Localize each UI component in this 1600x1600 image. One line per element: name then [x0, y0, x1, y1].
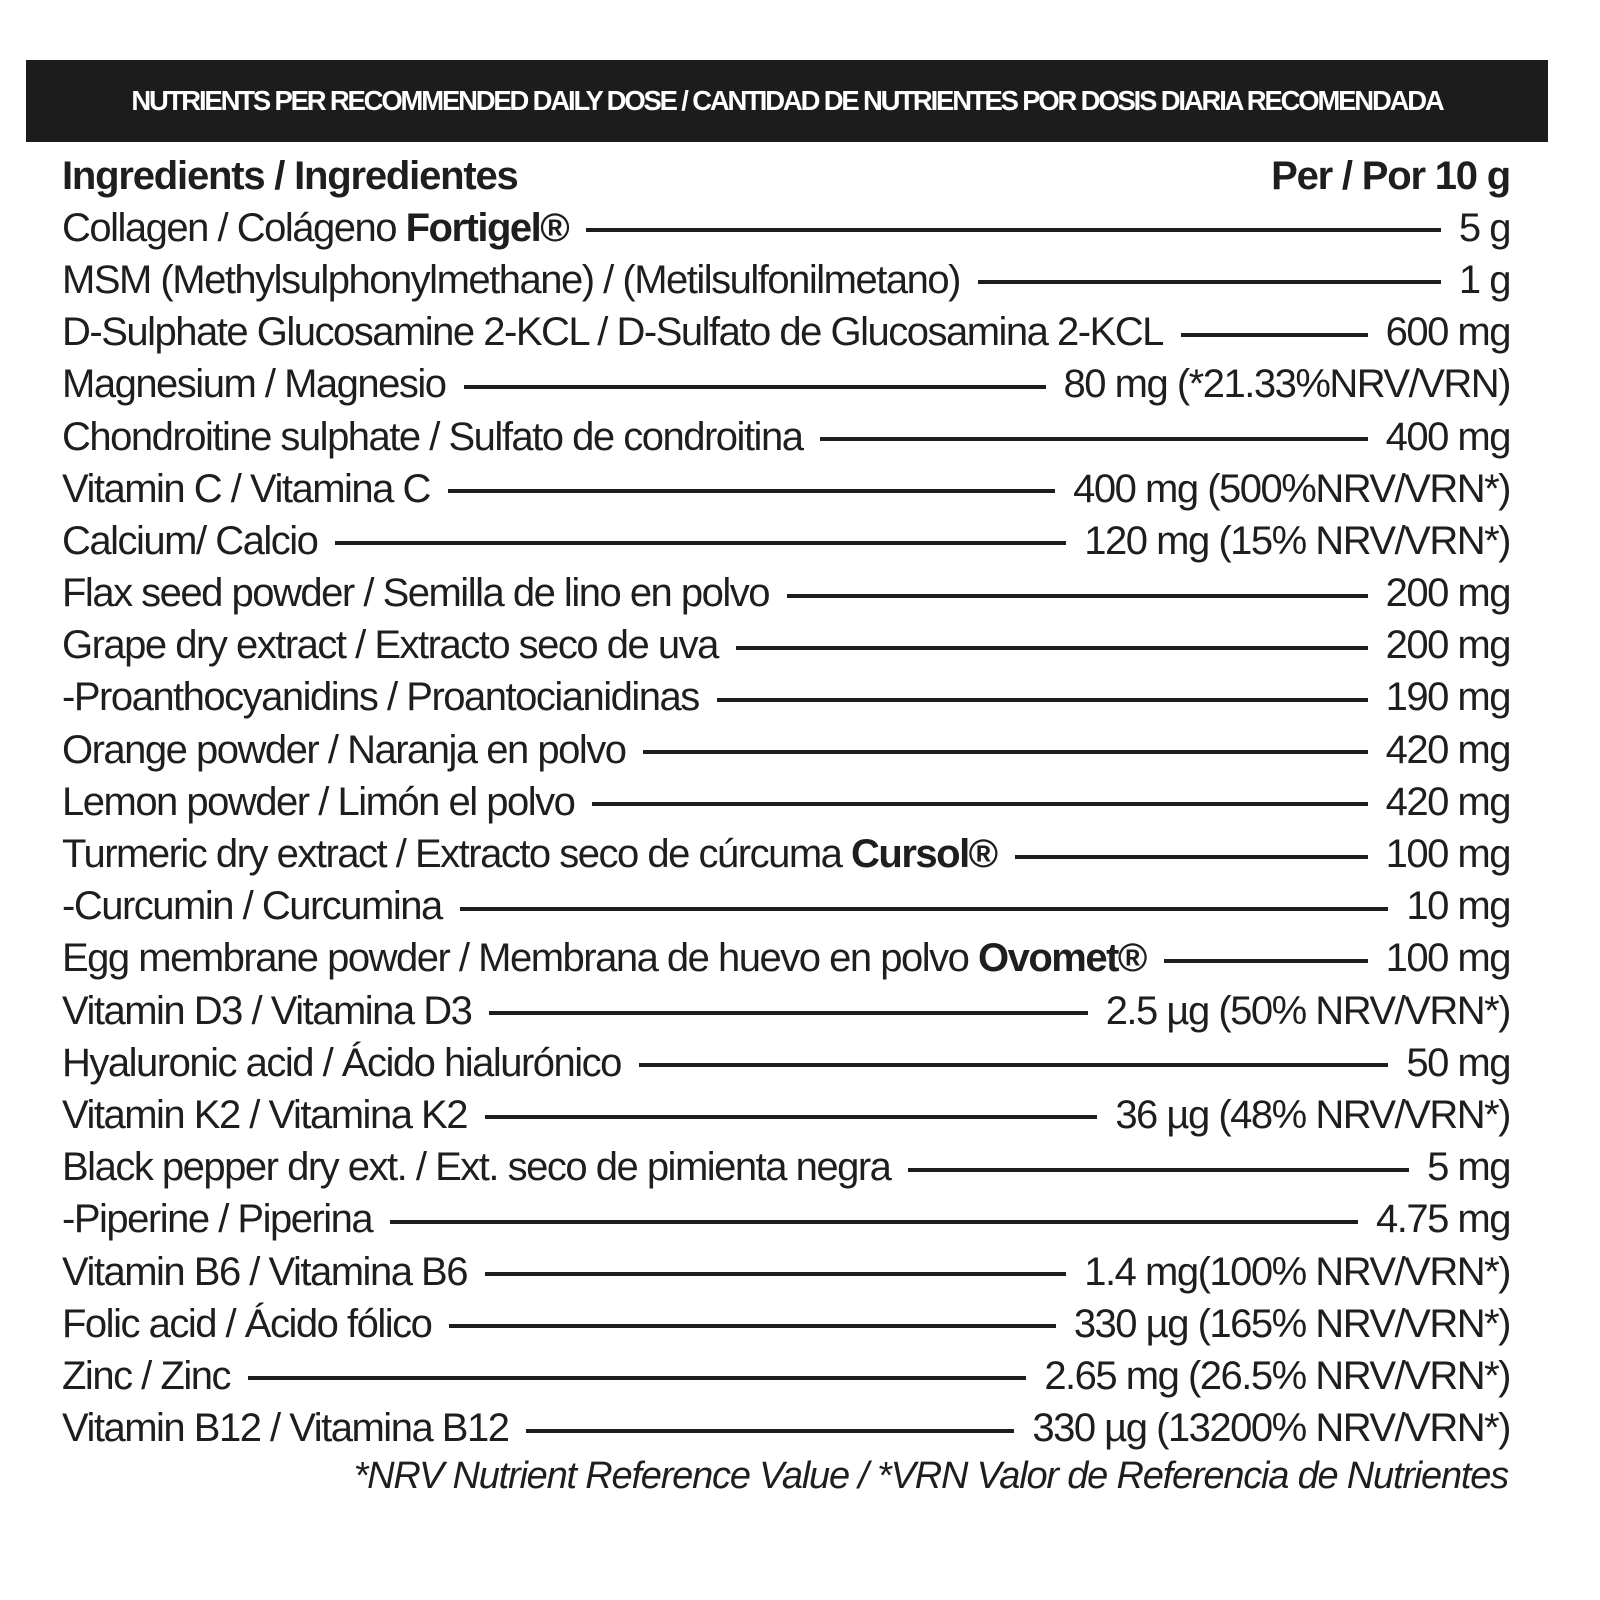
ingredient-name [62, 675, 699, 720]
leader-line [1181, 333, 1368, 337]
table-row [62, 568, 1510, 620]
leader-line [586, 228, 1441, 232]
ingredient-label: Black pepper dry ext. / Ext. seco de pimienta negra [62, 1145, 891, 1190]
ingredient-label: Magnesium / Magnesio [62, 362, 446, 407]
table-row [62, 828, 1510, 880]
ingredient-name [62, 832, 997, 877]
table-row [62, 254, 1510, 306]
table-row [62, 933, 1510, 985]
ingredient-name [62, 936, 1146, 981]
ingredient-amount: 330 µg (13200% NRV/VRN*) [1032, 1406, 1510, 1451]
ingredient-label: Vitamin D3 / Vitamina D3 [62, 988, 472, 1033]
ingredient-amount: 100 mg [1385, 936, 1510, 981]
leader-line [717, 698, 1368, 702]
brand-name: Fortigel® [405, 205, 569, 250]
ingredient-amount: 190 mg [1385, 675, 1510, 720]
leader-line [908, 1168, 1409, 1172]
ingredient-amount: 5 mg [1427, 1145, 1510, 1190]
ingredient-label: Zinc / Zinc [62, 1353, 230, 1398]
ingredient-amount: 2.5 µg (50% NRV/VRN*) [1105, 988, 1510, 1033]
ingredient-name [62, 780, 574, 825]
ingredient-name [62, 1250, 467, 1295]
ingredient-amount: 400 mg [1385, 414, 1510, 459]
ingredient-name [62, 989, 471, 1034]
ingredient-label: Turmeric dry extract / Extracto seco de cúrcuma [62, 832, 851, 877]
table-row [62, 202, 1510, 254]
ingredient-name [62, 1354, 230, 1399]
leader-line [1164, 959, 1368, 963]
ingredient-label: Hyaluronic acid / Ácido hialurónico [62, 1040, 621, 1085]
table-row [62, 1194, 1510, 1246]
leader-line [449, 1324, 1055, 1328]
nutrient-table [62, 150, 1510, 1455]
ingredient-name [62, 206, 568, 251]
ingredient-name [62, 1041, 621, 1086]
ingredient-label: MSM (Methylsulphonylmethane) / (Metilsulfonilmetano) [62, 257, 960, 302]
leader-line [1015, 855, 1368, 859]
ingredient-name [62, 415, 802, 460]
leader-line [978, 280, 1441, 284]
ingredient-label: Flax seed powder / Semilla de lino en polvo [62, 571, 770, 616]
ingredient-name [62, 258, 960, 303]
ingredient-label: Folic acid / Ácido fólico [62, 1301, 432, 1346]
ingredient-amount: 50 mg [1406, 1040, 1510, 1085]
ingredient-amount: 200 mg [1385, 571, 1510, 616]
table-row [62, 776, 1510, 828]
leader-line [485, 1272, 1066, 1276]
table-row [62, 881, 1510, 933]
leader-line [448, 489, 1055, 493]
table-row [62, 1350, 1510, 1402]
footnote: *NRV Nutrient Reference Value / *VRN Valor de Referencia de Nutrientes [353, 1455, 1508, 1497]
table-header-row [62, 150, 1510, 202]
amount-column-header: Per / Por 10 g [1271, 153, 1510, 198]
ingredient-amount: 80 mg (*21.33%NRV/VRN) [1063, 362, 1510, 407]
ingredient-name [62, 310, 1163, 355]
table-row [62, 672, 1510, 724]
ingredient-name [62, 1145, 890, 1190]
ingredient-name [62, 571, 769, 616]
ingredient-label: Calcium/ Calcio [62, 518, 318, 563]
table-row [62, 1298, 1510, 1350]
ingredient-name [62, 1406, 508, 1451]
leader-line [639, 1063, 1388, 1067]
ingredient-name [62, 467, 430, 512]
leader-line [787, 594, 1368, 598]
ingredient-amount: 420 mg [1385, 779, 1510, 824]
ingredient-name [62, 728, 625, 773]
ingredient-name [62, 623, 718, 668]
table-row [62, 1246, 1510, 1298]
ingredient-amount: 420 mg [1385, 727, 1510, 772]
ingredient-label: Vitamin C / Vitamina C [62, 466, 430, 511]
leader-line [485, 1115, 1097, 1119]
brand-name: Ovomet® [977, 936, 1146, 981]
table-row [62, 1142, 1510, 1194]
table-row [62, 1403, 1510, 1455]
table-row [62, 620, 1510, 672]
ingredient-label: Egg membrane powder / Membrana de huevo en polvo [62, 936, 978, 981]
ingredient-amount: 1 g [1458, 257, 1510, 302]
ingredient-amount: 1.4 mg(100% NRV/VRN*) [1084, 1249, 1510, 1294]
ingredient-amount: 10 mg [1406, 884, 1510, 929]
leader-line [820, 437, 1367, 441]
ingredient-label: Chondroitine sulphate / Sulfato de condroitina [62, 414, 803, 459]
ingredient-amount: 100 mg [1385, 832, 1510, 877]
table-row [62, 1037, 1510, 1089]
table-row [62, 515, 1510, 567]
table-row [62, 1089, 1510, 1141]
ingredient-amount: 36 µg (48% NRV/VRN*) [1115, 1092, 1510, 1137]
ingredient-label: -Curcumin / Curcumina [62, 884, 442, 929]
ingredient-label: Collagen / Colágeno [62, 205, 406, 250]
header-bar [26, 60, 1548, 142]
ingredient-label: Lemon powder / Limón el polvo [62, 779, 575, 824]
ingredient-label: -Proanthocyanidins / Proantocianidinas [62, 675, 699, 720]
ingredient-label: Vitamin B12 / Vitamina B12 [62, 1406, 509, 1451]
leader-line [390, 1220, 1358, 1224]
leader-line [248, 1376, 1026, 1380]
ingredient-label: Vitamin B6 / Vitamina B6 [62, 1249, 467, 1294]
ingredient-amount: 5 g [1458, 205, 1510, 250]
ingredients-column-header: Ingredients / Ingredientes [62, 153, 518, 198]
ingredient-amount: 600 mg [1385, 310, 1510, 355]
ingredient-label: Grape dry extract / Extracto seco de uva [62, 623, 718, 668]
leader-line [489, 1011, 1087, 1015]
ingredient-name [62, 362, 446, 407]
ingredient-label: Vitamin K2 / Vitamina K2 [62, 1092, 467, 1137]
table-row [62, 724, 1510, 776]
leader-line [643, 750, 1367, 754]
leader-line [736, 646, 1368, 650]
table-row [62, 359, 1510, 411]
leader-line [526, 1429, 1014, 1433]
ingredient-amount: 120 mg (15% NRV/VRN*) [1084, 518, 1510, 563]
table-row [62, 307, 1510, 359]
table-row [62, 411, 1510, 463]
ingredient-name [62, 1302, 431, 1347]
ingredient-amount: 2.65 mg (26.5% NRV/VRN*) [1044, 1353, 1510, 1398]
ingredient-name [62, 1197, 372, 1242]
brand-name: Cursol® [851, 832, 997, 877]
leader-line [464, 385, 1046, 389]
ingredient-label: -Piperine / Piperina [62, 1197, 373, 1242]
ingredient-amount: 4.75 mg [1375, 1197, 1510, 1242]
table-row [62, 985, 1510, 1037]
ingredient-name [62, 884, 442, 929]
leader-line [335, 541, 1066, 545]
leader-line [592, 802, 1367, 806]
ingredient-name [62, 1093, 467, 1138]
ingredient-amount: 400 mg (500%NRV/VRN*) [1073, 466, 1510, 511]
leader-line [460, 907, 1389, 911]
ingredient-label: D-Sulphate Glucosamine 2-KCL / D-Sulfato de Glucosamina 2-KCL [62, 310, 1163, 355]
table-rows [62, 202, 1510, 1455]
ingredient-amount: 200 mg [1385, 623, 1510, 668]
header-title: NUTRIENTS PER RECOMMENDED DAILY DOSE / CANTIDAD DE NUTRIENTES POR DOSIS DIARIA RECOMENDADA [131, 85, 1443, 116]
table-row [62, 463, 1510, 515]
ingredient-label: Orange powder / Naranja en polvo [62, 727, 626, 772]
ingredient-name [62, 519, 317, 564]
ingredient-amount: 330 µg (165% NRV/VRN*) [1073, 1301, 1510, 1346]
